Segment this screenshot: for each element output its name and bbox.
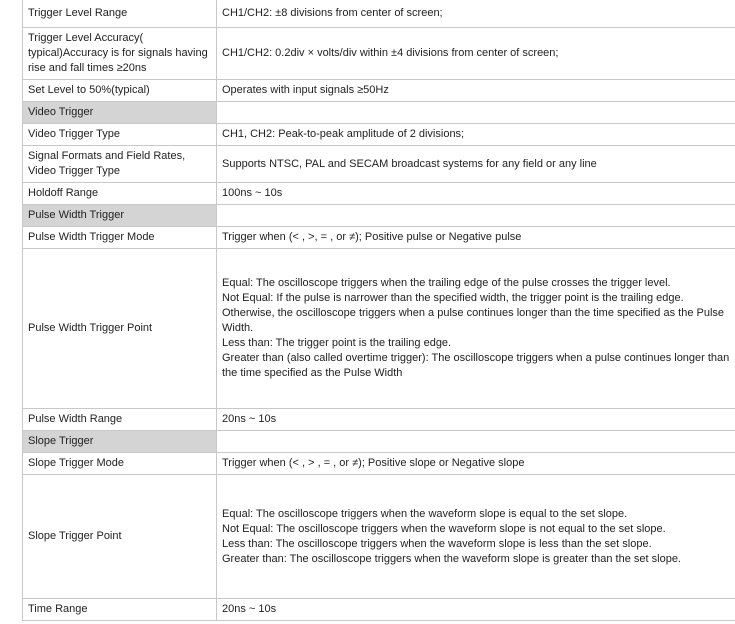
spec-row-signal-formats — [23, 146, 735, 183]
spec-line: Equal: The oscilloscope triggers when the trailing edge of the pulse crosses the trigger level. — [222, 277, 671, 289]
spec-param: Pulse Width Trigger Point — [23, 249, 217, 409]
spec-line: Less than: The oscilloscope triggers when the waveform slope is less than the set slope. — [222, 537, 652, 550]
spec-value-multiline — [217, 475, 735, 599]
spec-param: Trigger Level Range — [23, 0, 217, 28]
spec-row-slope-trigger-mode — [23, 453, 735, 475]
spec-line: Not Equal: If the pulse is narrower than the specified width, the trigger point is the trailing edge. Otherwise, the oscilloscope triggers when a pulse continues longer than the time specified as the Pulse Width. — [222, 292, 725, 334]
spec-row-pulse-width-trigger-mode — [23, 227, 735, 249]
spec-value: 20ns ~ 10s — [217, 409, 735, 431]
spec-value: CH1/CH2: ±8 divisions from center of screen; — [217, 0, 735, 28]
spec-param: Pulse Width Range — [23, 409, 217, 431]
spec-line: Less than: The trigger point is the trailing edge. — [222, 337, 452, 349]
spec-param: Slope Trigger Point — [23, 475, 217, 599]
section-title: Slope Trigger — [23, 431, 217, 453]
spec-param: Trigger Level Accuracy( typical)Accuracy is for signals having rise and fall times ≥20ns — [23, 28, 217, 80]
section-header-slope-trigger — [23, 431, 735, 453]
spec-param: Set Level to 50%(typical) — [23, 80, 217, 102]
spec-param: Slope Trigger Mode — [23, 453, 217, 475]
spec-row-pulse-width-range — [23, 409, 735, 431]
spec-line: Greater than (also called overtime trigger): The oscilloscope triggers when a pulse continues longer than the time specified as the Pulse Width — [222, 352, 730, 379]
spec-value: 20ns ~ 10s — [217, 599, 735, 621]
spec-line: Greater than: The oscilloscope triggers when the waveform slope is greater than the set slope. — [222, 552, 681, 565]
trigger-spec-table — [22, 0, 735, 621]
spec-param: Video Trigger Type — [23, 124, 217, 146]
spec-value: CH1/CH2: 0.2div × volts/div within ±4 divisions from center of screen; — [217, 28, 735, 80]
section-blank — [217, 102, 735, 124]
spec-line: Equal: The oscilloscope triggers when the waveform slope is equal to the set slope. — [222, 507, 628, 520]
spec-value: 100ns ~ 10s — [217, 183, 735, 205]
spec-row-trigger-level-range — [23, 0, 735, 28]
spec-param: Signal Formats and Field Rates, Video Trigger Type — [23, 146, 217, 183]
spec-row-trigger-level-accuracy — [23, 28, 735, 80]
section-header-pulse-width-trigger — [23, 205, 735, 227]
spec-value: Operates with input signals ≥50Hz — [217, 80, 735, 102]
spec-line: Not Equal: The oscilloscope triggers when the waveform slope is not equal to the set slope. — [222, 522, 666, 535]
spec-value: Trigger when (< , > , = , or ≠); Positive slope or Negative slope — [217, 453, 735, 475]
section-title: Pulse Width Trigger — [23, 205, 217, 227]
spec-param: Pulse Width Trigger Mode — [23, 227, 217, 249]
spec-row-slope-trigger-point — [23, 475, 735, 599]
spec-row-set-level-50 — [23, 80, 735, 102]
section-header-video-trigger — [23, 102, 735, 124]
spec-row-pulse-width-trigger-point — [23, 249, 735, 409]
spec-value: CH1, CH2: Peak-to-peak amplitude of 2 divisions; — [217, 124, 735, 146]
spec-param: Holdoff Range — [23, 183, 217, 205]
spec-row-time-range — [23, 599, 735, 621]
spec-value: Trigger when (< , >, = , or ≠); Positive pulse or Negative pulse — [217, 227, 735, 249]
spec-param: Time Range — [23, 599, 217, 621]
spec-value: Supports NTSC, PAL and SECAM broadcast systems for any field or any line — [217, 146, 735, 183]
spec-row-video-trigger-type — [23, 124, 735, 146]
section-title: Video Trigger — [23, 102, 217, 124]
spec-row-holdoff-range — [23, 183, 735, 205]
section-blank — [217, 205, 735, 227]
spec-value-multiline — [217, 249, 735, 409]
section-blank — [217, 431, 735, 453]
